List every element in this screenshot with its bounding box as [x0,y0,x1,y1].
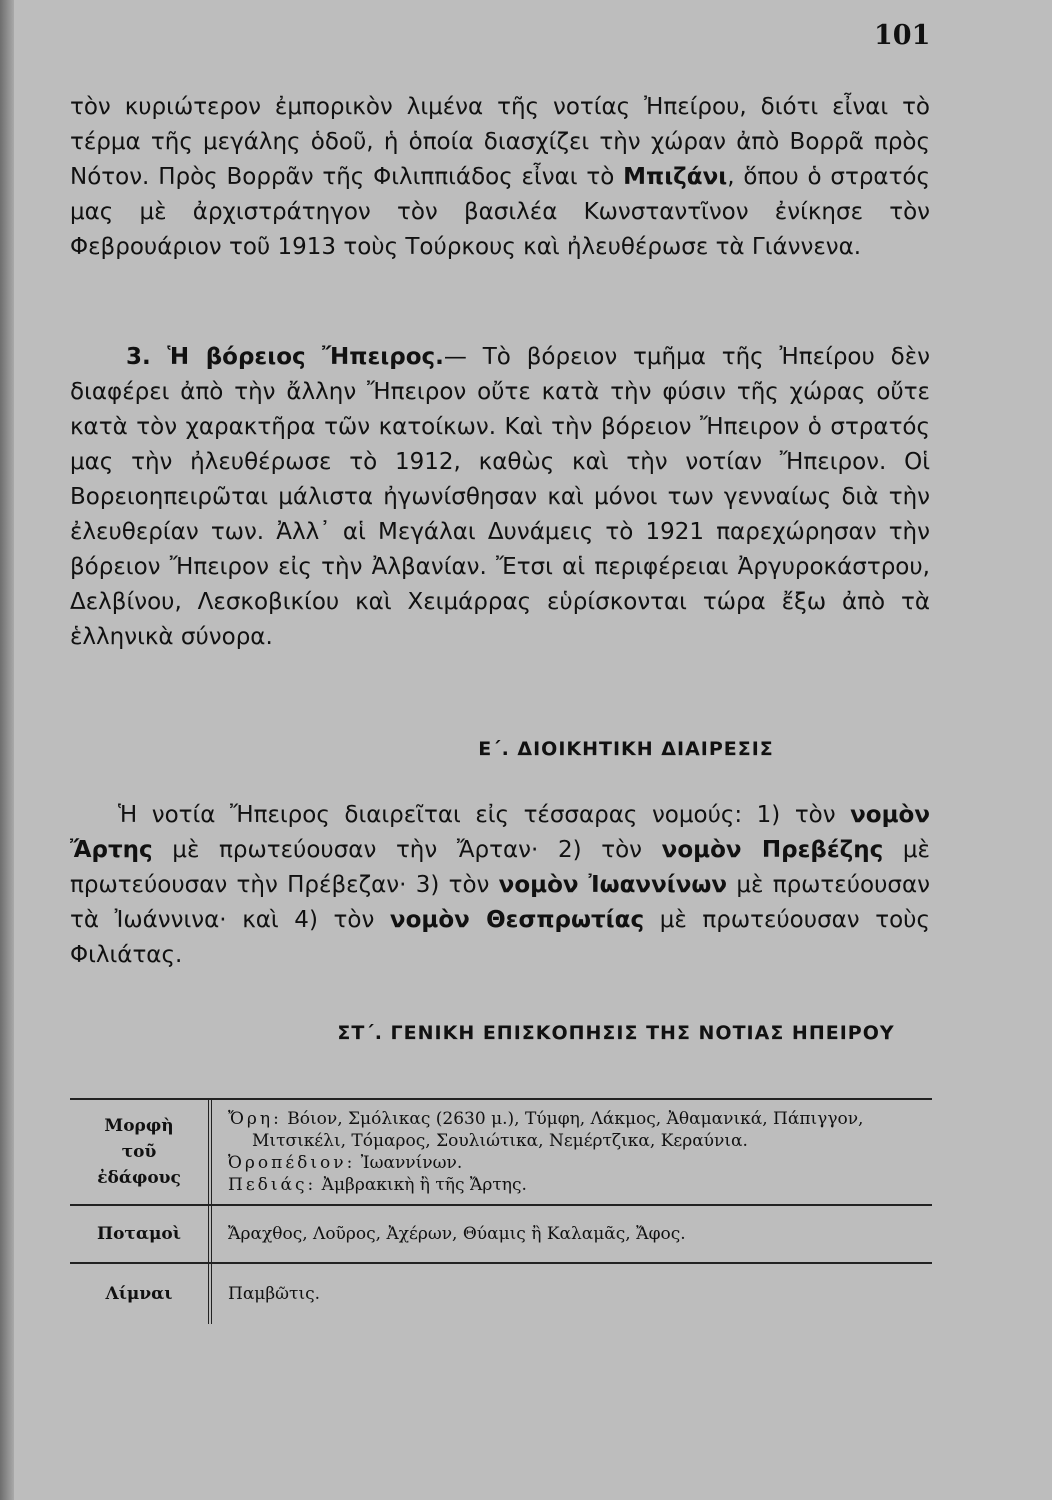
paragraph1-text-a: τὸν κυριώτερον ἐμπορικὸν λιμένα τῆς νοτίας Ἠπείρου, διότι εἶναι τὸ τέρμα τῆς μεγάλης ὁδοῦ, ἡ ὁποία διασχίζει τὴν χώραν ἀπὸ Βορρᾶ πρὸς Νότον. Πρὸς Βορρᾶν τῆς Φιλιππιάδος εἶναι τὸ [70,94,930,190]
section-heading-administrative-division: Ε΄. ΔΙΟΙΚΗΤΙΚΗ ΔΙΑΙΡΕΣΙΣ [478,738,774,760]
row-label-rivers: Ποταμοὶ [70,1206,212,1262]
paragraph3-text-4: μὲ πρωτεύουσαν τὰ Ἰωάννινα· καὶ 4) τὸν [70,872,930,933]
paragraph3-text-1: Ἡ νοτία Ἤπειρος διαιρεῖται εἰς τέσσαρας νομούς: 1) τὸν [118,802,851,828]
rivers-value: Ἄραχθος, Λοῦρος, Ἀχέρων, Θύαμις ἢ Καλαμᾶς, Ἄφος. [228,1224,686,1244]
plateau-value: Ἰωαννίνων. [360,1153,463,1173]
mountains-entry [228,1108,922,1152]
terrain-label-line1: Μορφὴ [104,1116,174,1136]
book-spine-edge [0,0,14,1500]
page-number: 101 [874,20,931,51]
plateau-key: Ὀροπέδιον: [228,1153,356,1173]
mountains-value: Βόιον, Σμόλικας (2630 μ.), Τύμφη, Λάκμος, Ἀθαμανικά, Πάπιγγον, Μιτσικέλι, Τόμαρος, Σουλιώτικα, Νεμέρτζικα, Κεραύνια. [252,1109,864,1151]
terrain-label-line3: ἐδάφους [97,1168,181,1188]
prefecture-thesprotia: νομὸν Θεσπρωτίας [389,907,645,933]
table-row-lakes [70,1264,932,1324]
terrain-label-line2: τοῦ [121,1142,157,1162]
northern-epirus-heading: 3. Ἡ βόρειος Ἤπειρος. [126,344,444,370]
terrain-content [212,1100,932,1204]
paragraph2-text: — Τὸ βόρειον τμῆμα τῆς Ἠπείρου δὲν διαφέρει ἀπὸ τὴν ἄλλην Ἤπειρον οὔτε κατὰ τὴν φύσιν τῆς χώρας οὔτε κατὰ τὸν χαρακτῆρα τῶν κατοίκων. Καὶ τὴν βόρειον Ἤπειρον ὁ στρατός μας τὴν ἠλευθέρωσε τὸ 1912, καθὼς καὶ τὴν νοτίαν Ἤπειρον. Οἱ Βορειοηπειρῶται μάλιστα ἠγωνίσθησαν καὶ μόνοι των γενναίως διὰ τὴν ἐλευθερίαν των. Ἀλλ᾿ αἱ Μεγάλαι Δυνάμεις τὸ 1921 παρεχώρησαν τὴν βόρειον Ἤπειρον εἰς τὴν Ἀλβανίαν. Ἔτσι αἱ περιφέρειαι Ἀργυροκάστρου, Δελβίνου, Λεσκοβικίου καὶ Χειμάρρας εὑρίσκονται τώρα ἔξω ἀπὸ τὰ ἑλληνικὰ σύνορα. [70,344,931,650]
paragraph3-text-3: μὲ πρωτεύουσαν τὴν Πρέβεζαν· 3) τὸν [70,837,930,898]
table-row-rivers [70,1206,932,1264]
paragraph3-text-2: μὲ πρωτεύουσαν τὴν Ἄρταν· 2) τὸν [152,837,662,863]
row-label-terrain [70,1100,212,1204]
plain-entry [228,1174,922,1196]
overview-table [70,1098,932,1324]
paragraph1-text-b: , ὅπου ὁ στρατός μας μὲ ἀρχιστράτηγον τὸν βασιλέα Κωνσταντῖνον ἐνίκησε τὸν Φεβρουάριον τοῦ 1913 τοὺς Τούρκους καὶ ἠλευθέρωσε τὰ Γιάννενα. [70,164,930,260]
plateau-entry [228,1152,922,1174]
bizani-bold: Μπιζάνι [623,164,728,190]
paragraph-prefectures [70,798,930,973]
plain-value: Ἀμβρακικὴ ἢ τῆς Ἄρτης. [321,1175,527,1195]
section-heading-general-overview: ΣΤ΄. ΓΕΝΙΚΗ ΕΠΙΣΚΟΠΗΣΙΣ ΤΗΣ ΝΟΤΙΑΣ ΗΠΕΙΡΟΥ [337,1022,895,1044]
prefecture-ioannina: νομὸν Ἰωαννίνων [498,872,728,898]
lakes-value: Παμβῶτις. [228,1284,321,1304]
paragraph-northern-epirus [70,340,930,655]
mountains-key: Ὄρη: [228,1109,282,1129]
paragraph-thesprotia-port [70,90,930,265]
prefecture-arta: νομὸν Ἄρτης [70,802,930,863]
plain-key: Πεδιάς: [228,1175,317,1195]
table-row-terrain [70,1100,932,1206]
paragraph3-text-5: μὲ πρωτεύουσαν τοὺς Φιλιάτας. [70,907,930,968]
row-label-lakes: Λίμναι [70,1264,212,1324]
prefecture-preveza: νομὸν Πρεβέζης [661,837,884,863]
